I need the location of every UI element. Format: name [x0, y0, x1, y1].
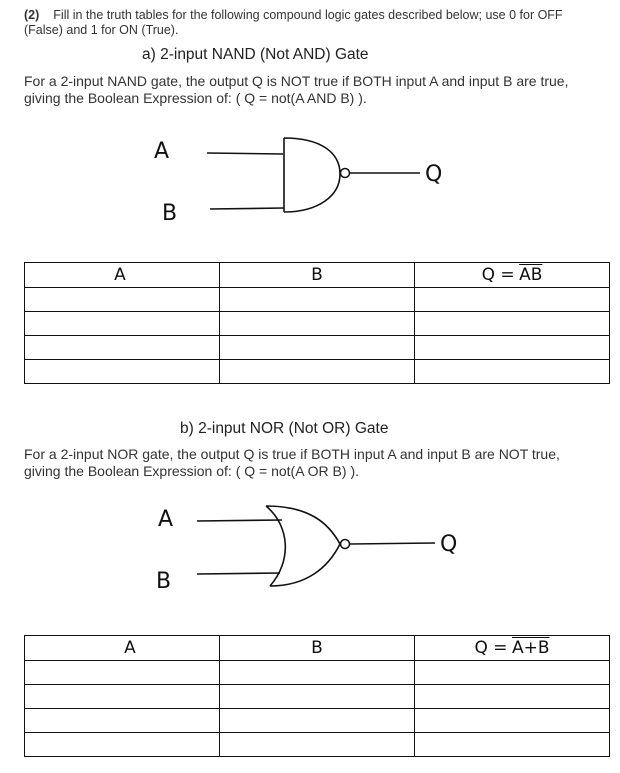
- cell-q[interactable]: [415, 733, 610, 757]
- nor-header-q: [415, 636, 610, 661]
- table-row: [25, 312, 610, 336]
- nand-header-b: B: [220, 263, 415, 288]
- table-row: [25, 661, 610, 685]
- cell-b[interactable]: [220, 288, 415, 312]
- cell-q[interactable]: [415, 709, 610, 733]
- nand-description-line2: giving the Boolean Expression of: ( Q = not(A AND B) ).: [24, 90, 367, 106]
- nor-truth-table: [24, 635, 610, 757]
- cell-q[interactable]: [415, 312, 610, 336]
- nand-q-expression: $\overline{AB}$: [519, 265, 543, 285]
- cell-a[interactable]: [25, 288, 220, 312]
- question-instructions: [24, 8, 609, 38]
- nand-description-line1: For a 2-input NAND gate, the output Q is NOT true if BOTH input A and input B are true,: [24, 73, 569, 89]
- cell-b[interactable]: [220, 360, 415, 384]
- nand-input-a-wire: [207, 153, 283, 154]
- nor-description-line1: For a 2-input NOR gate, the output Q is true if BOTH input A and input B are NOT true,: [24, 446, 560, 462]
- nor-header-a: A: [25, 636, 220, 661]
- nand-inversion-bubble: [341, 169, 350, 178]
- table-row: [25, 336, 610, 360]
- nor-input-b-wire: [197, 573, 280, 574]
- cell-b[interactable]: [220, 685, 415, 709]
- nand-header-a: A: [25, 263, 220, 288]
- nand-gate-diagram: [0, 130, 620, 230]
- table-header-row: [25, 263, 610, 288]
- nor-output-label: Q: [440, 532, 458, 557]
- cell-a[interactable]: [25, 709, 220, 733]
- cell-q[interactable]: [415, 661, 610, 685]
- cell-a[interactable]: [25, 685, 220, 709]
- nand-q-prefix: Q =: [481, 265, 515, 285]
- question-number: (2): [24, 8, 40, 22]
- nor-header-b: B: [220, 636, 415, 661]
- nor-description: [24, 446, 614, 480]
- nand-truth-table: [24, 262, 610, 384]
- nand-description: [24, 73, 614, 107]
- table-row: [25, 685, 610, 709]
- cell-a[interactable]: [25, 360, 220, 384]
- instructions-line2: (False) and 1 for ON (True).: [24, 23, 179, 37]
- nor-input-a-wire: [197, 520, 282, 521]
- cell-q[interactable]: [415, 336, 610, 360]
- instructions-line1: Fill in the truth tables for the following compound logic gates described below; use 0 for OFF: [53, 8, 563, 22]
- nand-input-b-wire: [210, 208, 284, 209]
- table-row: [25, 709, 610, 733]
- nand-input-b-label: B: [162, 201, 178, 226]
- nor-q-expression: A+B: [511, 638, 550, 658]
- cell-b[interactable]: [220, 733, 415, 757]
- nand-output-label: Q: [425, 162, 443, 187]
- nand-header-q: [415, 263, 610, 288]
- nor-description-line2: giving the Boolean Expression of: ( Q = not(A OR B) ).: [24, 463, 359, 479]
- nand-section-title: a) 2-input NAND (Not AND) Gate: [142, 46, 369, 63]
- cell-a[interactable]: [25, 336, 220, 360]
- cell-b[interactable]: [220, 336, 415, 360]
- cell-b[interactable]: [220, 709, 415, 733]
- table-row: [25, 288, 610, 312]
- cell-a[interactable]: [25, 312, 220, 336]
- cell-q[interactable]: [415, 685, 610, 709]
- cell-b[interactable]: [220, 312, 415, 336]
- table-row: [25, 360, 610, 384]
- nor-output-wire: [350, 543, 435, 544]
- nor-inversion-bubble: [341, 540, 350, 549]
- nand-input-a-label: A: [154, 139, 170, 164]
- cell-q[interactable]: [415, 360, 610, 384]
- nand-gate-body: [284, 138, 340, 212]
- nor-input-a-label: A: [158, 507, 174, 532]
- nor-q-prefix: Q =: [474, 638, 508, 658]
- nor-gate-body: [266, 506, 340, 586]
- cell-q[interactable]: [415, 288, 610, 312]
- table-row: [25, 733, 610, 757]
- cell-a[interactable]: [25, 733, 220, 757]
- table-header-row: [25, 636, 610, 661]
- cell-a[interactable]: [25, 661, 220, 685]
- cell-b[interactable]: [220, 661, 415, 685]
- nor-section-title: b) 2-input NOR (Not OR) Gate: [180, 420, 389, 437]
- nor-input-b-label: B: [156, 569, 172, 594]
- nor-gate-diagram: [0, 496, 620, 596]
